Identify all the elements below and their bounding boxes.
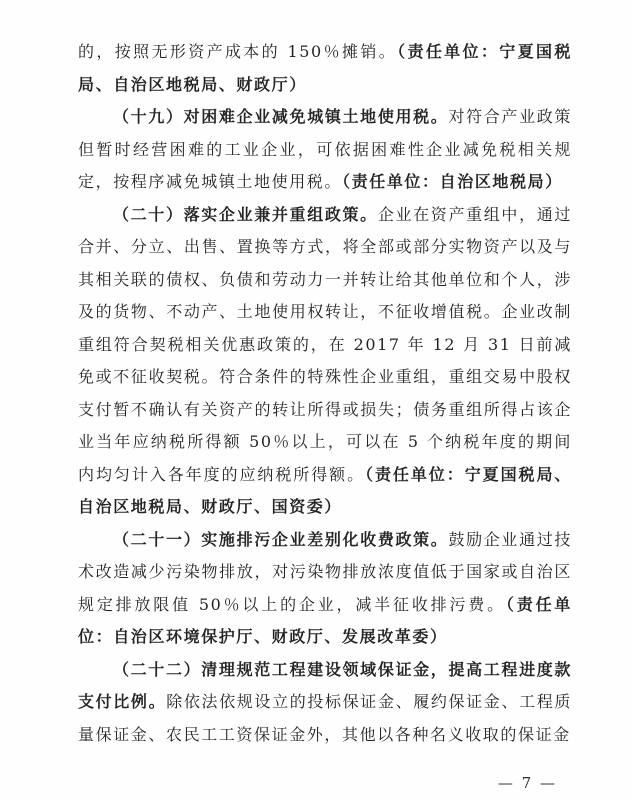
responsible-unit-text: （责任单位：自治区环境保护厅、财政厅、发展改革委） [78, 594, 572, 646]
paragraph-item-22 [78, 654, 572, 752]
page-number: — 7 — [497, 774, 557, 792]
paragraph-text: 鼓励企业通过技术改造减少污染物排放，对污染物排放浓度值低于国家或自治区规定排放限值 50％以上的企业，减半征收排污费。 [78, 529, 573, 614]
paragraph-item-19 [78, 101, 572, 199]
responsible-unit-text: （责任单位：宁夏国税局、自治区地税局、财政厅） [78, 42, 572, 94]
paragraph-item-20 [78, 199, 572, 524]
responsible-unit-text: （责任单位：自治区地税局） [342, 172, 563, 191]
paragraph-text: 对符合产业政策但暂时经营困难的工业企业，可依据困难性企业减免税相关规定，按程序减免城镇土地使用税。 [78, 107, 573, 191]
paragraph-text: 企业在资产重组中，通过合并、分立、出售、置换等方式，将全部或部分实物资产以及与其相关联的债权、负债和劳动力一并转让给其他单位和个人，涉及的货物、不动产、土地使用权转让，不征收增值税。企业改制重组符合契税相关优惠政策的，在 2017 年 12 月 31 日前减免或不征收契税。符合条件的特殊性企业重组，重组交易中股权支付暂不确认有关资产的转让所得或损失；债务重组所得占该企业当年应纳税所得额 50％以上，可以在 5 个纳税年度的期间内均匀计入各年度的应纳税所得额。 [78, 204, 572, 484]
section-heading: （十九）对困难企业减免城镇土地使用税。 [113, 107, 449, 126]
paragraph-text: 除依法依规设立的投标保证金、履约保证金、工程质量保证金、农民工工资保证金外，其他以各种名义收取的保证金 [78, 692, 572, 744]
paragraph-item-21 [78, 524, 572, 654]
paragraph-continuation [78, 36, 572, 101]
paragraph-text: 的，按照无形资产成本的 150％摊销。 [78, 42, 398, 61]
section-heading: （二十一）实施排污企业差别化收费政策。 [113, 529, 449, 549]
responsible-unit-text: （责任单位：宁夏国税局、自治区地税局、财政厅、国资委） [78, 464, 572, 516]
section-heading: （二十）落实企业兼并重组政策。 [113, 204, 378, 224]
section-heading: （二十二）清理规范工程建设领域保证金，提高工程进度款支付比例。 [78, 659, 572, 711]
document-body [78, 36, 572, 751]
